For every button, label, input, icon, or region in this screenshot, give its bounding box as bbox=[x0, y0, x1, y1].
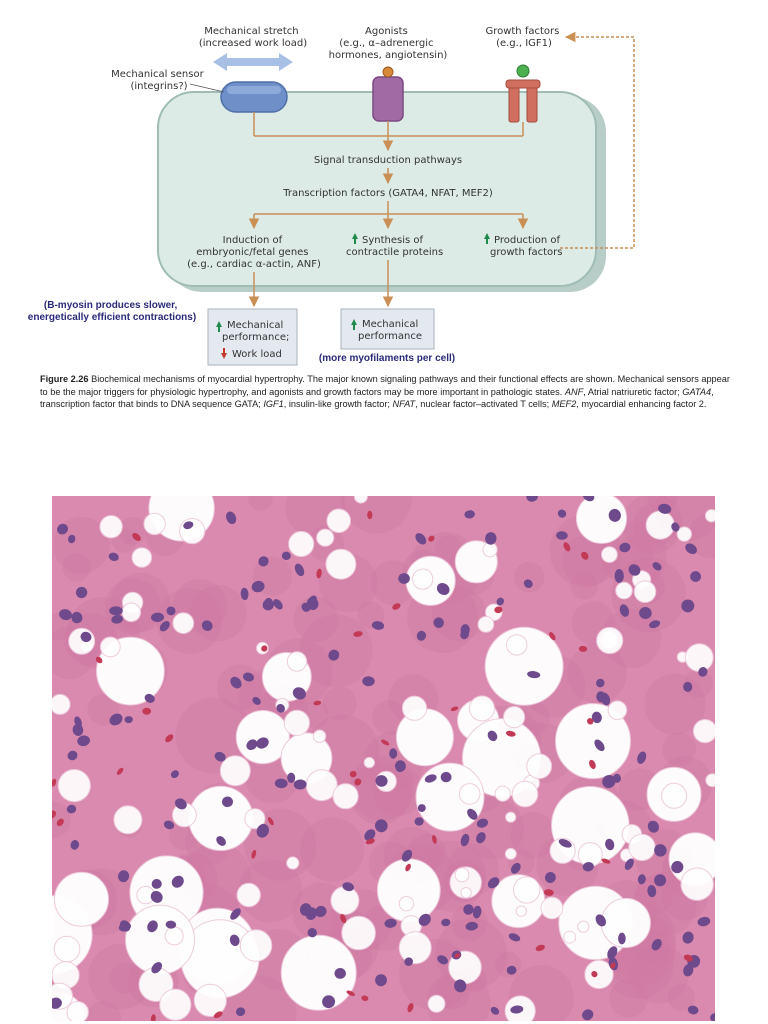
growth-factors-label: Growth factors (e.g., IGF1) bbox=[485, 26, 560, 49]
fat-vacuole bbox=[527, 754, 552, 779]
fat-vacuole bbox=[428, 995, 445, 1012]
fat-vacuole bbox=[413, 569, 433, 589]
transcription-factors-label: Transcription factors (GATA4, NFAT, MEF2) bbox=[283, 188, 493, 199]
fat-vacuole bbox=[144, 513, 165, 534]
fat-vacuole bbox=[507, 635, 527, 655]
fat-vacuole bbox=[114, 806, 142, 834]
fat-vacuole bbox=[470, 696, 495, 721]
cytoplasm-patch bbox=[323, 687, 357, 721]
signal-transduction-label: Signal transduction pathways bbox=[313, 155, 463, 166]
b-myosin-note: (B-myosin produces slower, energetically efficient contractions) bbox=[27, 300, 197, 323]
fat-vacuole bbox=[55, 872, 109, 926]
nucleus bbox=[109, 606, 123, 615]
fat-vacuole bbox=[514, 877, 540, 903]
fat-vacuole bbox=[461, 888, 471, 898]
cytoplasm-patch bbox=[190, 585, 246, 641]
fat-vacuole bbox=[132, 548, 152, 568]
fat-vacuole bbox=[602, 547, 618, 563]
sensor-pointer bbox=[190, 84, 224, 92]
fat-vacuole bbox=[459, 784, 480, 805]
fat-vacuole bbox=[173, 613, 194, 634]
left-box-text: Mechanical performance; Work load bbox=[222, 320, 290, 360]
fat-vacuole bbox=[220, 756, 250, 786]
fat-vacuole bbox=[706, 774, 715, 787]
fat-vacuole bbox=[396, 709, 453, 766]
fat-vacuole bbox=[69, 628, 95, 654]
def-igf1: insulin-like growth factor; bbox=[288, 399, 390, 410]
stretch-label: Mechanical stretch (increased work load) bbox=[198, 26, 308, 49]
fat-vacuole bbox=[516, 906, 526, 916]
fat-vacuole bbox=[364, 757, 374, 767]
fat-vacuole bbox=[165, 927, 183, 945]
fat-vacuole bbox=[331, 887, 359, 915]
fat-vacuole bbox=[317, 529, 334, 546]
fat-vacuole bbox=[67, 1002, 88, 1022]
fat-vacuole bbox=[629, 834, 655, 860]
fat-vacuole bbox=[399, 897, 413, 911]
agonists-label: Agonists (e.g., α–adrenergic hormones, angiotensin) bbox=[328, 26, 448, 61]
fat-vacuole bbox=[402, 696, 426, 720]
cytoplasm-patch bbox=[571, 572, 598, 599]
fat-vacuole bbox=[495, 786, 510, 801]
fat-vacuole bbox=[122, 603, 141, 622]
abbr-mef2: MEF2 bbox=[551, 399, 577, 410]
histology-micrograph bbox=[52, 496, 715, 1021]
def-nfat: nuclear factor–activated T cells; bbox=[420, 399, 550, 410]
fat-vacuole bbox=[541, 897, 563, 919]
figure-body: The major known signaling pathways and their functional effects are shown. Mechanical sensors appear to be the major triggers for physiologic hypertrophy, and agonists and growth factors may be more important in pathologic states. bbox=[40, 374, 730, 397]
nucleus bbox=[389, 748, 397, 758]
fat-vacuole bbox=[504, 707, 525, 728]
abbr-gata4: GATA4 bbox=[682, 386, 712, 397]
abbr-anf: ANF bbox=[564, 386, 584, 397]
fat-vacuole bbox=[284, 710, 309, 735]
fat-vacuole bbox=[634, 581, 656, 603]
fat-vacuole bbox=[326, 549, 356, 579]
fat-vacuole bbox=[601, 898, 650, 947]
production-label: Production of growth factors bbox=[490, 235, 563, 258]
def-mef2: myocardial enhancing factor 2. bbox=[581, 399, 707, 410]
hypertrophy-diagram bbox=[0, 0, 768, 370]
figure-label: Figure 2.26 bbox=[40, 374, 89, 384]
fat-vacuole bbox=[399, 932, 431, 964]
def-anf: Atrial natriuretic factor; bbox=[587, 386, 680, 397]
abbr-nfat: NFAT bbox=[392, 399, 416, 410]
fat-vacuole bbox=[705, 510, 715, 522]
fat-vacuole bbox=[693, 720, 715, 743]
cytoplasm-patch bbox=[609, 979, 647, 1017]
induction-label: Induction of embryonic/fetal genes (e.g., cardiac α-actin, ANF) bbox=[187, 235, 321, 270]
fat-vacuole bbox=[597, 627, 623, 653]
fat-vacuole bbox=[478, 617, 494, 633]
abbr-igf1: IGF1 bbox=[263, 399, 284, 410]
fat-vacuole bbox=[616, 582, 633, 599]
fat-vacuole bbox=[646, 511, 674, 539]
fat-vacuole bbox=[681, 868, 713, 900]
fat-vacuole bbox=[58, 770, 90, 802]
fat-vacuole bbox=[100, 637, 120, 657]
fat-vacuole bbox=[506, 812, 516, 822]
nucleus bbox=[287, 773, 295, 783]
cytoplasm-patch bbox=[119, 517, 147, 545]
fat-vacuole bbox=[54, 936, 80, 962]
fat-vacuole bbox=[194, 984, 226, 1016]
nucleus bbox=[618, 933, 626, 945]
fat-vacuole bbox=[287, 652, 306, 671]
fat-vacuole bbox=[333, 784, 358, 809]
right-box-text: Mechanical performance bbox=[358, 319, 423, 342]
synthesis-label: Synthesis of contractile proteins bbox=[346, 235, 444, 258]
fat-vacuole bbox=[160, 989, 191, 1020]
stretch-arrow-icon bbox=[213, 53, 293, 71]
fat-vacuole bbox=[455, 868, 469, 882]
fat-vacuole bbox=[313, 730, 325, 742]
fat-vacuole bbox=[505, 848, 516, 859]
fat-vacuole bbox=[578, 921, 589, 932]
myofilaments-note: (more myofilaments per cell) bbox=[318, 353, 456, 364]
fat-vacuole bbox=[512, 781, 538, 807]
nucleus bbox=[335, 968, 346, 979]
def-gata4: transcription factor that binds to DNA sequence GATA; bbox=[40, 399, 261, 410]
fat-vacuole bbox=[237, 883, 260, 906]
figure-title: Biochemical mechanisms of myocardial hypertrophy. bbox=[91, 374, 305, 384]
agonist-receptor-icon bbox=[373, 67, 403, 121]
fat-vacuole bbox=[327, 509, 351, 533]
cytoplasm-patch bbox=[300, 818, 364, 882]
mechanical-sensor-icon bbox=[221, 82, 287, 112]
fat-vacuole bbox=[564, 931, 576, 943]
fat-vacuole bbox=[662, 783, 687, 808]
fat-vacuole bbox=[100, 516, 122, 538]
fat-vacuole bbox=[608, 701, 627, 720]
fat-vacuole bbox=[289, 531, 314, 556]
fat-vacuole bbox=[240, 930, 272, 962]
figure-caption: Figure 2.26 Biochemical mechanisms of myocardial hypertrophy. The major known signaling pathways and their functional effects are shown. Mechanical sensors appear to be the major triggers for physiologic hypertrophy, and agonists and growth factors may be more important in pathologic states. ANF, Atrial natriuretic factor; GATA4, transcription factor that binds to DNA sequence GATA; IGF1, insulin-like growth factor; NFAT, nuclear factor–activated T cells; MEF2, myocardial enhancing factor 2. bbox=[40, 374, 730, 410]
fat-vacuole bbox=[685, 644, 713, 672]
fat-vacuole bbox=[52, 694, 70, 714]
mechanical-sensor-label: Mechanical sensor (integrins?) bbox=[111, 69, 204, 92]
fat-vacuole bbox=[342, 916, 376, 950]
fat-vacuole bbox=[287, 857, 299, 869]
